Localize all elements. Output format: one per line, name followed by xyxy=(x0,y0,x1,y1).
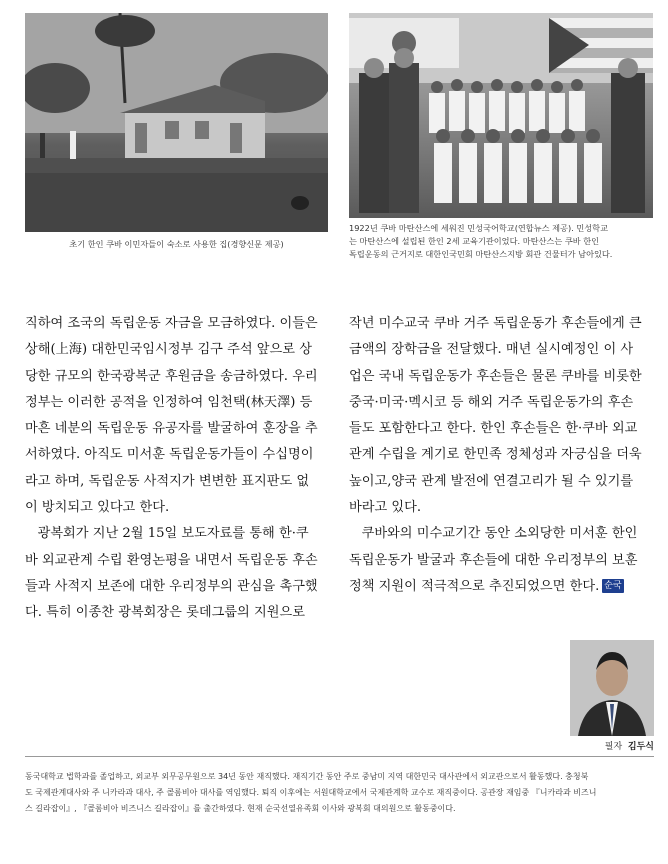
author-portrait xyxy=(570,640,654,736)
caption-line: 독립운동의 근거지로 대한인국민회 마탄산스지방 회관 건물터가 남아있다. xyxy=(349,249,613,259)
bio-line: 동국대학교 법학과를 졸업하고, 외교부 외무공무원으로 34년 동안 재직했다. 재직기간 동안 주로 중남미 지역 대한민국 대사관에서 외교관으로서 활동했다. 충청북 xyxy=(25,772,589,781)
body-line: 마흔 네분의 독립운동 유공자를 발굴하여 훈장을 추 xyxy=(25,421,318,437)
caption-line: 는 마탄산스에 설립된 한인 2세 교육기관이었다. 마탄산스는 쿠바 한인 xyxy=(349,236,600,246)
body-line: 상해(上海) 대한민국임시정부 김구 주석 앞으로 상 xyxy=(25,342,312,358)
body-line-last xyxy=(349,574,653,600)
body-line: 이 방치되고 있다고 한다. xyxy=(25,500,170,516)
article-column-left xyxy=(25,311,329,627)
body-line: 작년 미수교국 쿠바 거주 독립운동가 후손들에게 큰 xyxy=(349,316,642,331)
body-line: 라고 하며, 독립운동 사적지가 변변한 표지판도 없 xyxy=(25,473,310,489)
photo-minseong-school xyxy=(349,13,653,218)
body-line: 들과 사적지 보존에 대한 우리정부의 관심을 촉구했 xyxy=(25,578,318,594)
body-line: 정부는 이러한 공적을 인정하여 임천택(林天澤) 등 xyxy=(25,394,313,410)
body-line: 서하였다. 아직도 미서훈 독립운동가들이 수십명이 xyxy=(25,447,314,463)
caption-line: 1922년 쿠바 마탄산스에 세워진 민성국어학교(연합뉴스 제공). 민성학교 xyxy=(349,223,608,233)
body-line: 쿠바와의 미수교기간 동안 소외당한 미서훈 한인 xyxy=(349,526,638,542)
body-line: 관계 수립을 계기로 한민족 정체성과 자긍심을 더욱 xyxy=(349,447,642,463)
body-line: 당한 규모의 한국광복군 후원금을 송금하였다. 우리 xyxy=(25,368,318,384)
minseong-school-image xyxy=(349,13,653,218)
body-line: 금액의 장학금을 전달했다. 매년 실시예정인 이 사 xyxy=(349,342,634,358)
immigrant-house-image xyxy=(25,13,328,232)
end-mark-badge: 순국 xyxy=(604,581,622,592)
body-line-text: 정책 지원이 적극적으로 추진되었으면 한다. xyxy=(349,578,600,594)
author-portrait-image xyxy=(570,640,654,736)
author-name: 김두식 xyxy=(627,742,654,752)
caption-immigrant-house: 초기 한인 쿠바 이민자들이 숙소로 사용한 집(경향신문 제공) xyxy=(69,239,284,249)
bio-divider xyxy=(25,756,654,757)
body-line: 들도 포함한다고 한다. 한인 후손들은 한·쿠바 외교 xyxy=(349,421,638,437)
author-bio xyxy=(25,769,654,817)
author-byline xyxy=(500,739,654,752)
caption-minseong-school xyxy=(349,222,653,261)
author-label: 필자 xyxy=(604,742,623,752)
body-line: 바 외교관계 수립 환영논평을 내면서 독립운동 후손 xyxy=(25,552,318,568)
body-line: 광복회가 지난 2월 15일 보도자료를 통해 한·쿠 xyxy=(25,526,309,542)
body-line: 독립운동가 발굴과 후손들에 대한 우리정부의 보훈 xyxy=(349,552,638,568)
body-line: 중국·미국·멕시코 등 해외 거주 독립운동가의 후손 xyxy=(349,394,634,410)
bio-line: 스 길라잡이』, 『콜롬비아 비즈니스 길라잡이』를 출간하였다. 현재 순국선열유족회 이사와 광복회 대의원으로 활동중이다. xyxy=(25,804,456,813)
bio-line: 도 국제관계대사와 주 니카라과 대사, 주 콜롬비아 대사를 역임했다. 퇴직 이후에는 서원대학교에서 국제관계학 교수로 재직중이다. 공관장 재임중 『니카라과 비즈니 xyxy=(25,788,597,797)
body-line: 높이고,양국 관계 발전에 연결고리가 될 수 있기를 xyxy=(349,473,634,489)
body-line: 다. 특히 이종찬 광복회장은 롯데그룹의 지원으로 xyxy=(25,605,305,621)
body-line: 직하여 조국의 독립운동 자금을 모금하였다. 이들은 xyxy=(25,316,318,331)
body-line: 바라고 있다. xyxy=(349,500,422,516)
body-line: 업은 국내 독립운동가 후손들은 물론 쿠바를 비롯한 xyxy=(349,368,642,384)
article-column-right xyxy=(349,311,653,600)
photo-immigrant-house xyxy=(25,13,328,232)
